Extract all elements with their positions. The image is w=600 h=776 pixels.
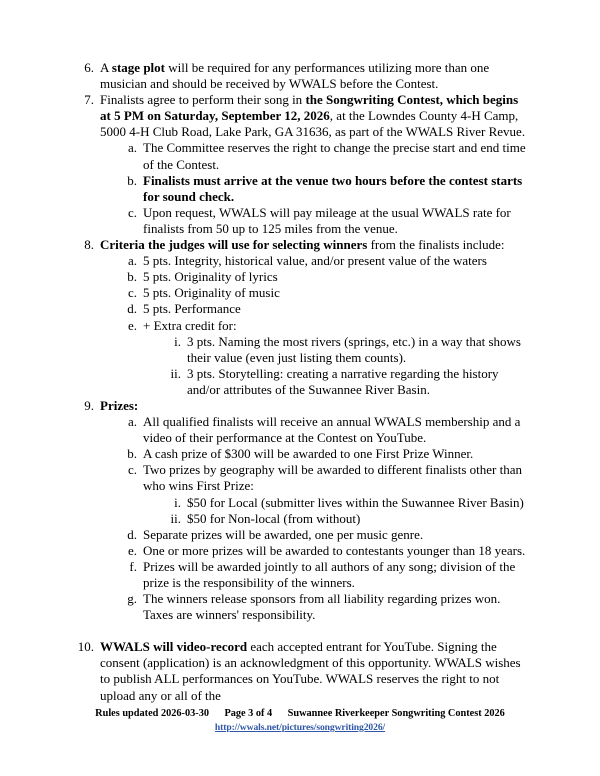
list-item: [118, 285, 532, 301]
list-item-marker: 6.: [84, 60, 94, 75]
text-emphasis: the Songwriting Contest, which begins at 5 PM on Saturday, September 12, 2026: [100, 92, 519, 124]
list-item: [118, 414, 532, 446]
text-run: Finalists agree to perform their song in: [100, 92, 306, 108]
text-emphasis: stage plot: [111, 60, 166, 75]
list-item-marker: c.: [127, 285, 137, 301]
list-item-marker: c.: [127, 462, 137, 478]
list-item-marker: d.: [127, 526, 137, 542]
list-item-marker: ii.: [170, 365, 181, 381]
list-item: [70, 60, 532, 92]
list-item-text: [143, 462, 532, 494]
list-item-marker: i.: [174, 333, 181, 349]
list-item-marker: a.: [127, 414, 137, 430]
text-emphasis: WWALS will video-record: [100, 639, 248, 655]
text-run: Two prizes by geography will be awarded to different finalists other than who wins First Prize:: [143, 462, 522, 494]
text-run: 5 pts. Performance: [143, 301, 241, 317]
list-item-text: [100, 639, 532, 703]
list-item-text: [143, 205, 532, 237]
list-item: [155, 511, 532, 527]
text-run: Upon request, WWALS will pay mileage at the usual WWALS rate for finalists from 50 up to 125 miles from the venue.: [143, 204, 511, 236]
list-item-text: [143, 559, 532, 591]
list-item: [70, 639, 532, 703]
footer-info-line: Rules updated 2026-03-30 Page 3 of 4 Suwannee Riverkeeper Songwriting Contest 2026: [95, 708, 505, 719]
list-item: [70, 398, 532, 414]
list-item-text: [143, 140, 532, 172]
list-item-marker: 7.: [84, 92, 94, 108]
text-run: A: [100, 60, 112, 75]
text-run: 5 pts. Originality of lyrics: [143, 269, 278, 285]
text-run: The winners release sponsors from all liability regarding prizes won. Taxes are winners' responsibility.: [143, 591, 501, 623]
list-item-marker: e.: [127, 317, 137, 333]
list-item-marker: c.: [127, 204, 137, 220]
list-item: [70, 237, 532, 253]
page-content: [70, 60, 532, 704]
text-run: All qualified finalists will receive an annual WWALS membership and a video of their performance at the Contest on YouTube.: [143, 414, 521, 446]
list-item: [155, 366, 532, 398]
list-item-marker: a.: [127, 140, 137, 156]
list-item-marker: b.: [127, 269, 137, 285]
list-item-marker: g.: [127, 591, 137, 607]
list-item: [118, 318, 532, 334]
footer-url-line: [0, 721, 600, 734]
text-run: + Extra credit for:: [143, 317, 237, 333]
list-item-text: [143, 173, 532, 205]
list-item-marker: d.: [127, 301, 137, 317]
text-run: 5 pts. Originality of music: [143, 285, 280, 301]
list-item-text: [143, 446, 532, 462]
list-item: [118, 140, 532, 172]
page-footer: [0, 707, 600, 734]
text-run: will be required for any performances utilizing more than one musician and should be received by WWALS before the Contest.: [100, 60, 490, 92]
text-emphasis: Criteria the judges will use for selecting winners: [100, 237, 368, 253]
list-item-marker: f.: [129, 558, 137, 574]
list-item: [70, 92, 532, 140]
text-run: Prizes will be awarded jointly to all authors of any song; division of the prize is the responsibility of the winners.: [143, 558, 516, 590]
list-item: [118, 301, 532, 317]
text-run: The Committee reserves the right to change the precise start and end time of the Contest.: [143, 140, 526, 172]
paragraph-spacer: [70, 623, 532, 639]
list-item-text: [143, 414, 532, 446]
list-item-marker: b.: [127, 172, 137, 188]
list-item-marker: b.: [127, 446, 137, 462]
list-item-text: [143, 253, 532, 269]
list-item: [118, 269, 532, 285]
text-run: , at the Lowndes County 4-H Camp, 5000 4-H Club Road, Lake Park, GA 31636, as part of the WWALS River Revue.: [100, 108, 526, 140]
list-item-marker: i.: [174, 494, 181, 510]
list-item-text: [100, 92, 532, 140]
list-item-marker: a.: [127, 253, 137, 269]
list-item-text: [143, 527, 532, 543]
list-item-text: [187, 495, 532, 511]
list-item: [118, 559, 532, 591]
list-item-text: [100, 60, 532, 92]
list-item-text: [143, 543, 532, 559]
text-run: from the finalists include:: [367, 237, 505, 253]
text-run: One or more prizes will be awarded to contestants younger than 18 years.: [143, 542, 526, 558]
list-item: [118, 543, 532, 559]
list-item-marker: e.: [127, 542, 137, 558]
list-item-text: [143, 269, 532, 285]
list-item-text: [187, 366, 532, 398]
list-item-marker: 8.: [84, 237, 94, 253]
contest-url-link[interactable]: http://wwals.net/pictures/songwriting2026/: [214, 722, 386, 733]
list-item: [118, 591, 532, 623]
text-run: Separate prizes will be awarded, one per music genre.: [143, 526, 424, 542]
list-item-text: [143, 301, 532, 317]
list-item-text: [143, 318, 532, 334]
list-item: [118, 527, 532, 543]
list-item-marker: 9.: [84, 397, 94, 413]
text-emphasis: Prizes:: [100, 397, 139, 413]
list-item-text: [143, 285, 532, 301]
text-run: A cash prize of $300 will be awarded to one First Prize Winner.: [143, 446, 474, 462]
list-item-text: [143, 591, 532, 623]
text-emphasis: Finalists must arrive at the venue two hours before the contest starts for sound check.: [143, 172, 523, 204]
text-run: 3 pts. Naming the most rivers (springs, etc.) in a way that shows their value (even just listing them counts).: [187, 333, 521, 365]
list-item: [118, 205, 532, 237]
list-item-text: [100, 237, 532, 253]
list-item-text: [100, 398, 532, 414]
list-item: [155, 334, 532, 366]
text-run: each accepted entrant for YouTube. Signing the consent (application) is an acknowledgment of this opportunity. WWALS wishes to publish ALL performances on YouTube. WWALS reserves the right to not upload any or all of the: [100, 639, 521, 703]
list-item: [118, 173, 532, 205]
text-run: $50 for Non-local (from without): [187, 510, 361, 526]
list-item-marker: 10.: [77, 639, 94, 655]
list-item: [118, 462, 532, 494]
list-item: [118, 253, 532, 269]
list-item: [118, 446, 532, 462]
list-item-text: [187, 511, 532, 527]
list-item-marker: ii.: [170, 510, 181, 526]
text-run: $50 for Local (submitter lives within the Suwannee River Basin): [187, 494, 524, 510]
list-item: [155, 495, 532, 511]
text-run: 5 pts. Integrity, historical value, and/or present value of the waters: [143, 253, 487, 269]
text-run: 3 pts. Storytelling: creating a narrative regarding the history and/or attributes of the Suwannee River Basin.: [187, 365, 499, 397]
list-item-text: [187, 334, 532, 366]
